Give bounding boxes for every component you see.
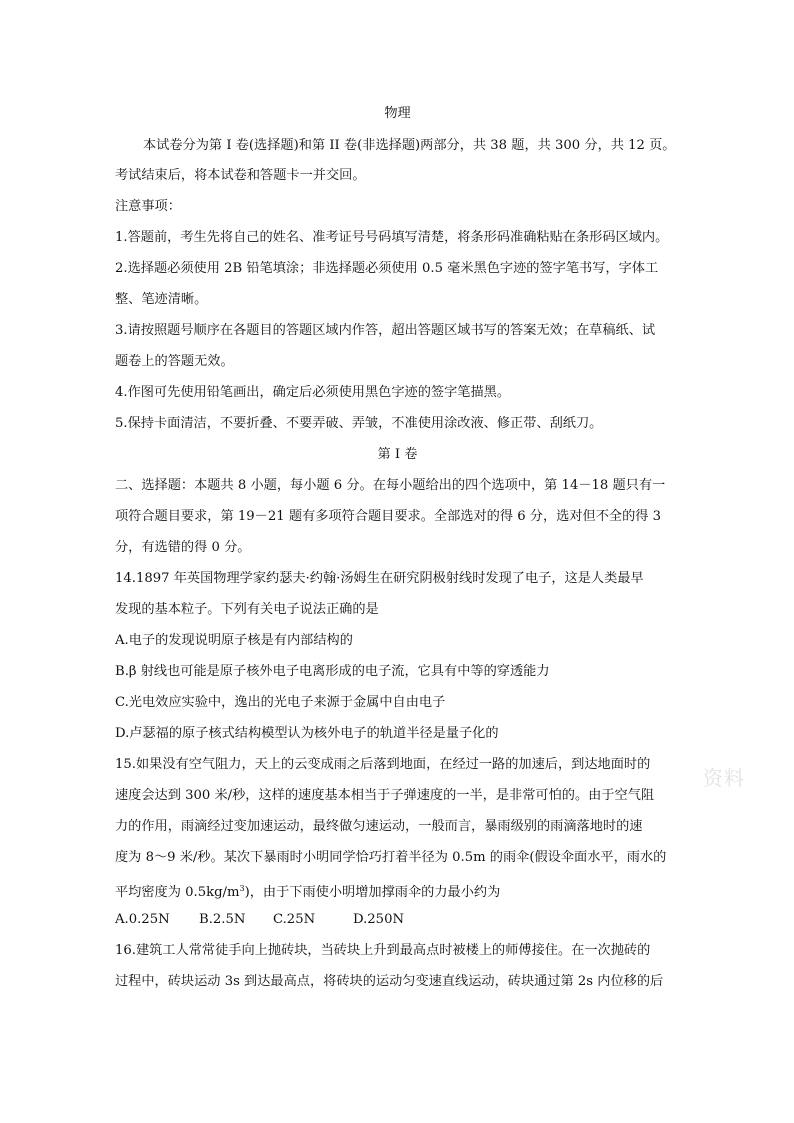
notice-line: 5.保持卡面清洁，不要折叠、不要弄破、弄皱，不准使用涂改液、修正带、刮纸刀。 — [115, 416, 603, 431]
notice-line: 题卷上的答题无效。 — [115, 354, 234, 369]
question-15-stem: 速度会达到 300 米/秒，这样的速度基本相当于子弹速度的一半，是非常可怕的。由于空气阻 — [115, 788, 655, 803]
watermark: 资料 — [703, 766, 745, 790]
question-15-option-b: B.2.5N — [199, 912, 246, 927]
section-title: 第 I 卷 — [377, 447, 418, 462]
question-15-option-a: A.0.25N — [115, 912, 170, 927]
intro-line-2: 考试结束后，将本试卷和答题卡一并交回。 — [115, 168, 366, 183]
notice-line: 4.作图可先使用铅笔画出，确定后必须使用黑色字迹的签字笔描黑。 — [115, 385, 511, 400]
question-15-stem: 15.如果没有空气阻力，天上的云变成雨之后落到地面，在经过一路的加速后，到达地面时的 — [115, 757, 651, 772]
page-title: 物理 — [384, 106, 411, 121]
section-intro-line: 项符合题目要求，第 19－21 题有多项符合题目要求。全部选对的得 6 分，选对但不全的得 3 — [115, 509, 662, 524]
question-15-option-d: D.250N — [353, 912, 405, 927]
section-intro-line: 二、选择题：本题共 8 小题，每小题 6 分。在每小题给出的四个选项中，第 14－18 题只有一 — [115, 478, 666, 493]
notice-line: 整、笔迹清晰。 — [115, 292, 208, 307]
question-16-stem: 过程中，砖块运动 3s 到达最高点，将砖块的运动匀变速直线运动，砖块通过第 2s 内位移的后 — [115, 974, 664, 989]
question-14-option-d: D.卢瑟福的原子核式结构模型认为核外电子的轨道半径是量子化的 — [115, 726, 499, 741]
question-15-stem-last — [115, 879, 690, 903]
question-15-stem: 度为 8～9 米/秒。某次下暴雨时小明同学恰巧打着半径为 0.5m 的雨伞(假设伞面水平，雨水的 — [115, 850, 667, 865]
question-14-option-c: C.光电效应实验中，逸出的光电子来源于金属中自由电子 — [115, 695, 446, 710]
section-intro-line: 分，有选错的得 0 分。 — [115, 540, 251, 555]
notice-heading: 注意事项： — [115, 199, 181, 214]
notice-line: 3.请按照题号顺序在各题目的答题区域内作答，超出答题区域书写的答案无效；在草稿纸、试 — [115, 323, 656, 338]
question-15-options — [115, 910, 690, 930]
question-15-stem-text: )，由于下雨使小明增加撑雨伞的力最小约为 — [244, 885, 501, 900]
question-14-option-b: B.β 射线也可能是原子核外电子电离形成的电子流，它具有中等的穿透能力 — [115, 664, 550, 679]
intro-line-1: 本试卷分为第 I 卷(选择题)和第 II 卷(非选择题)两部分，共 38 题，共 300 分，共 12 页。 — [143, 138, 676, 153]
notice-line: 1.答题前，考生先将自己的姓名、准考证号号码填写清楚，将条形码准确粘贴在条形码区域内。 — [115, 230, 669, 245]
question-14-stem: 14.1897 年英国物理学家约瑟夫·约翰·汤姆生在研究阴极射线时发现了电子，这是人类最早 — [115, 571, 644, 586]
question-14-option-a: A.电子的发现说明原子核是有内部结构的 — [115, 633, 353, 648]
notice-line: 2.选择题必须使用 2B 铅笔填涂；非选择题必须使用 0.5 毫米黑色字迹的签字笔书写，字体工 — [115, 261, 659, 276]
question-16-stem: 16.建筑工人常常徒手向上抛砖块，当砖块上升到最高点时被楼上的师傅接住。在一次抛砖的 — [115, 943, 651, 958]
question-15-stem: 力的作用，雨滴经过变加速运动，最终做匀速运动，一般而言，暴雨级别的雨滴落地时的速 — [115, 819, 643, 834]
question-14-stem: 发现的基本粒子。下列有关电子说法正确的是 — [115, 602, 379, 617]
question-15-stem-text: 平均密度为 0.5kg/m — [115, 885, 240, 900]
superscript-three: 3 — [239, 884, 245, 893]
question-15-option-c: C.25N — [273, 912, 316, 927]
